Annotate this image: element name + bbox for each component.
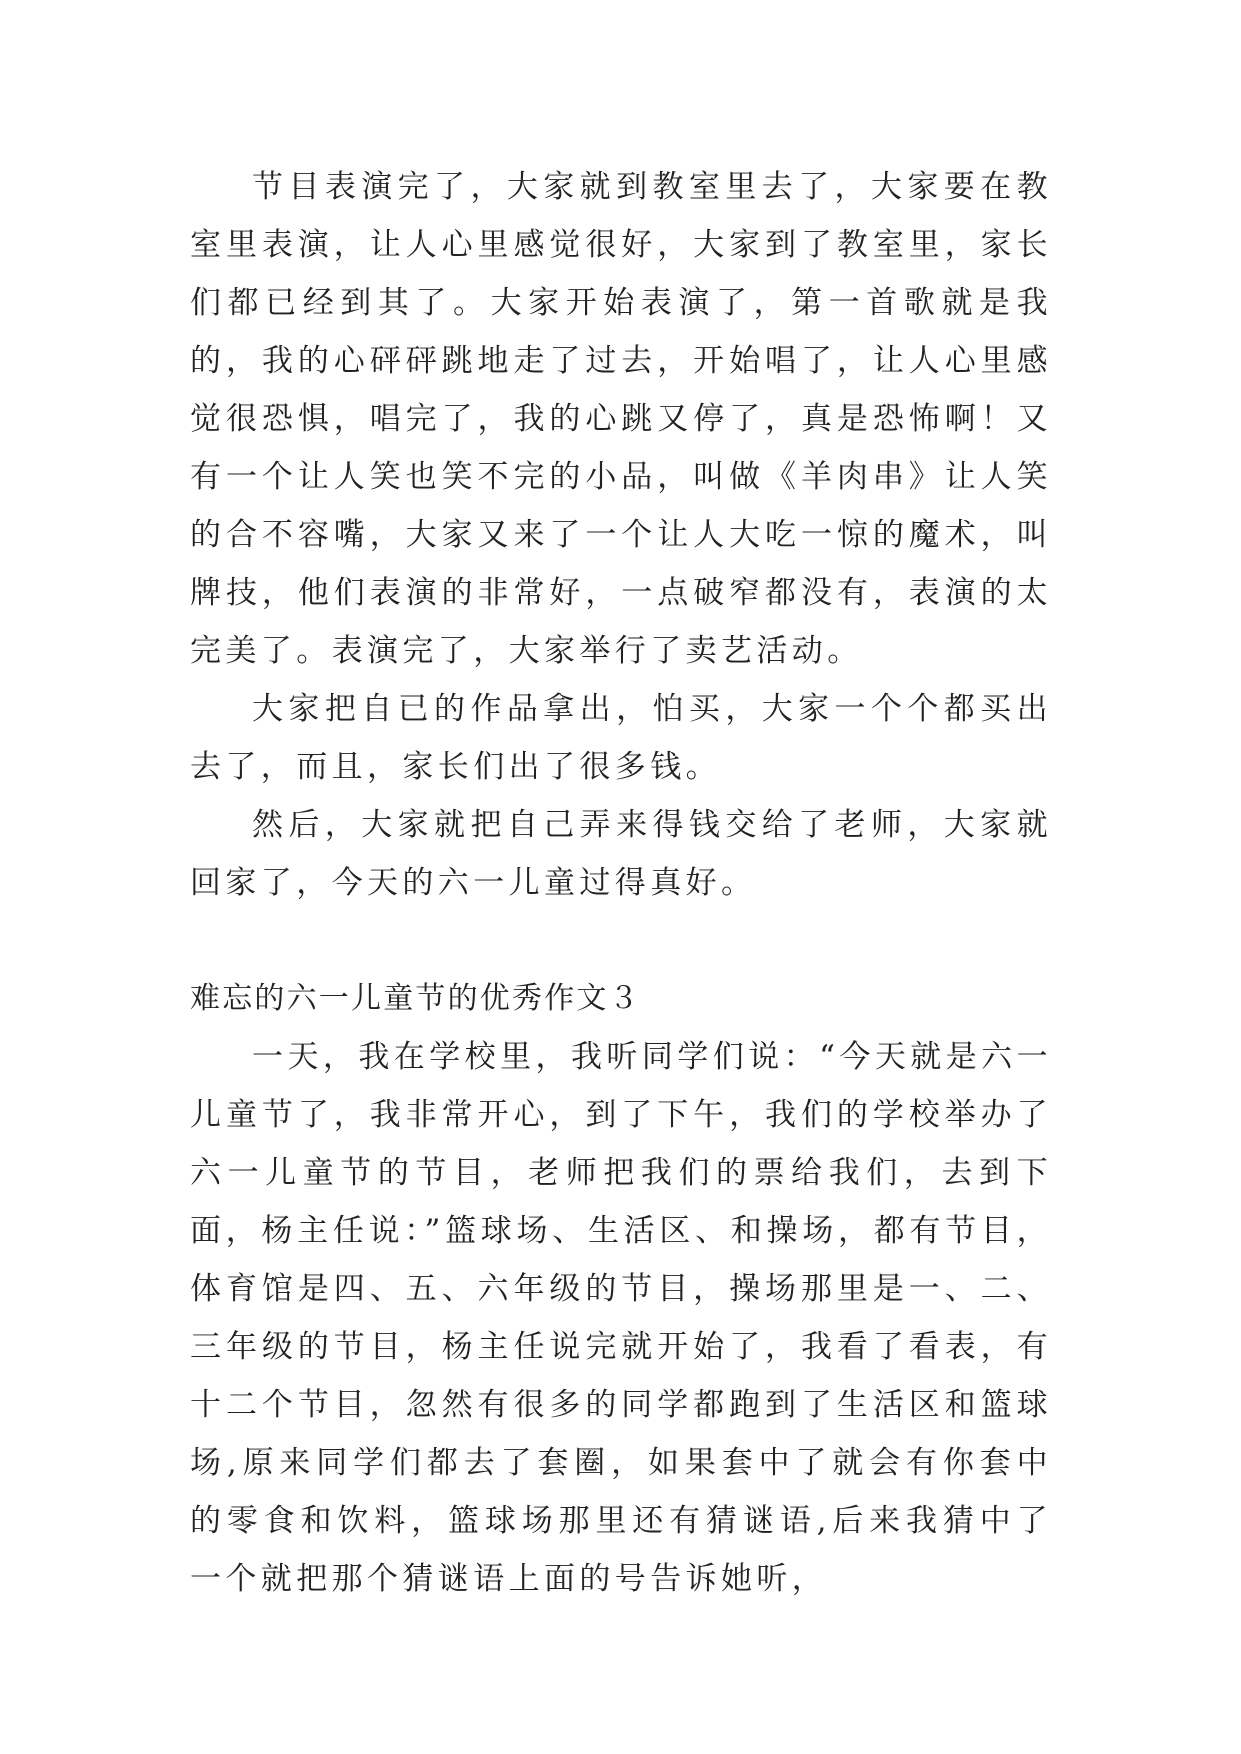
section-title: 难忘的六一儿童节的优秀作文３ [190,981,641,1016]
paragraph-1: 节目表演完了，大家就到教室里去了，大家要在教室里表演，让人心里感觉很好，大家到了教室里，家长们都已经到其了。大家开始表演了，第一首歌就是我的，我的心砰砰跳地走了过去，开始唱了，让人心里感觉很恐惧，唱完了，我的心跳又停了，真是恐怖啊！又有一个让人笑也笑不完的小品，叫做《羊肉串》让人笑的合不容嘴，大家又来了一个让人大吃一惊的魔术，叫牌技，他们表演的非常好，一点破窄都没有，表演的太完美了。表演完了，大家举行了卖艺活动。 [190,169,1052,669]
paragraph-4: 一天，我在学校里，我听同学们说：“今天就是六一儿童节了，我非常开心，到了下午，我们的学校举办了六一儿童节的节目，老师把我们的票给我们，去到下面，杨主任说：”篮球场、生活区、和操场，都有节目，体育馆是四、五、六年级的节目，操场那里是一、二、三年级的节目，杨主任说完就开始了，我看了看表，有十二个节目，忽然有很多的同学都跑到了生活区和篮球场,原来同学们都去了套圈，如果套中了就会有你套中的零食和饮料，篮球场那里还有猜谜语,后来我猜中了一个就把那个猜谜语上面的号告诉她听， [190,1039,1052,1597]
document-body [190,158,1052,1608]
paragraph-2: 大家把自已的作品拿出，怕买，大家一个个都买出去了，而且，家长们出了很多钱。 [190,691,1052,785]
paragraph-3: 然后，大家就把自己弄来得钱交给了老师，大家就回家了，今天的六一儿童过得真好。 [190,807,1052,901]
